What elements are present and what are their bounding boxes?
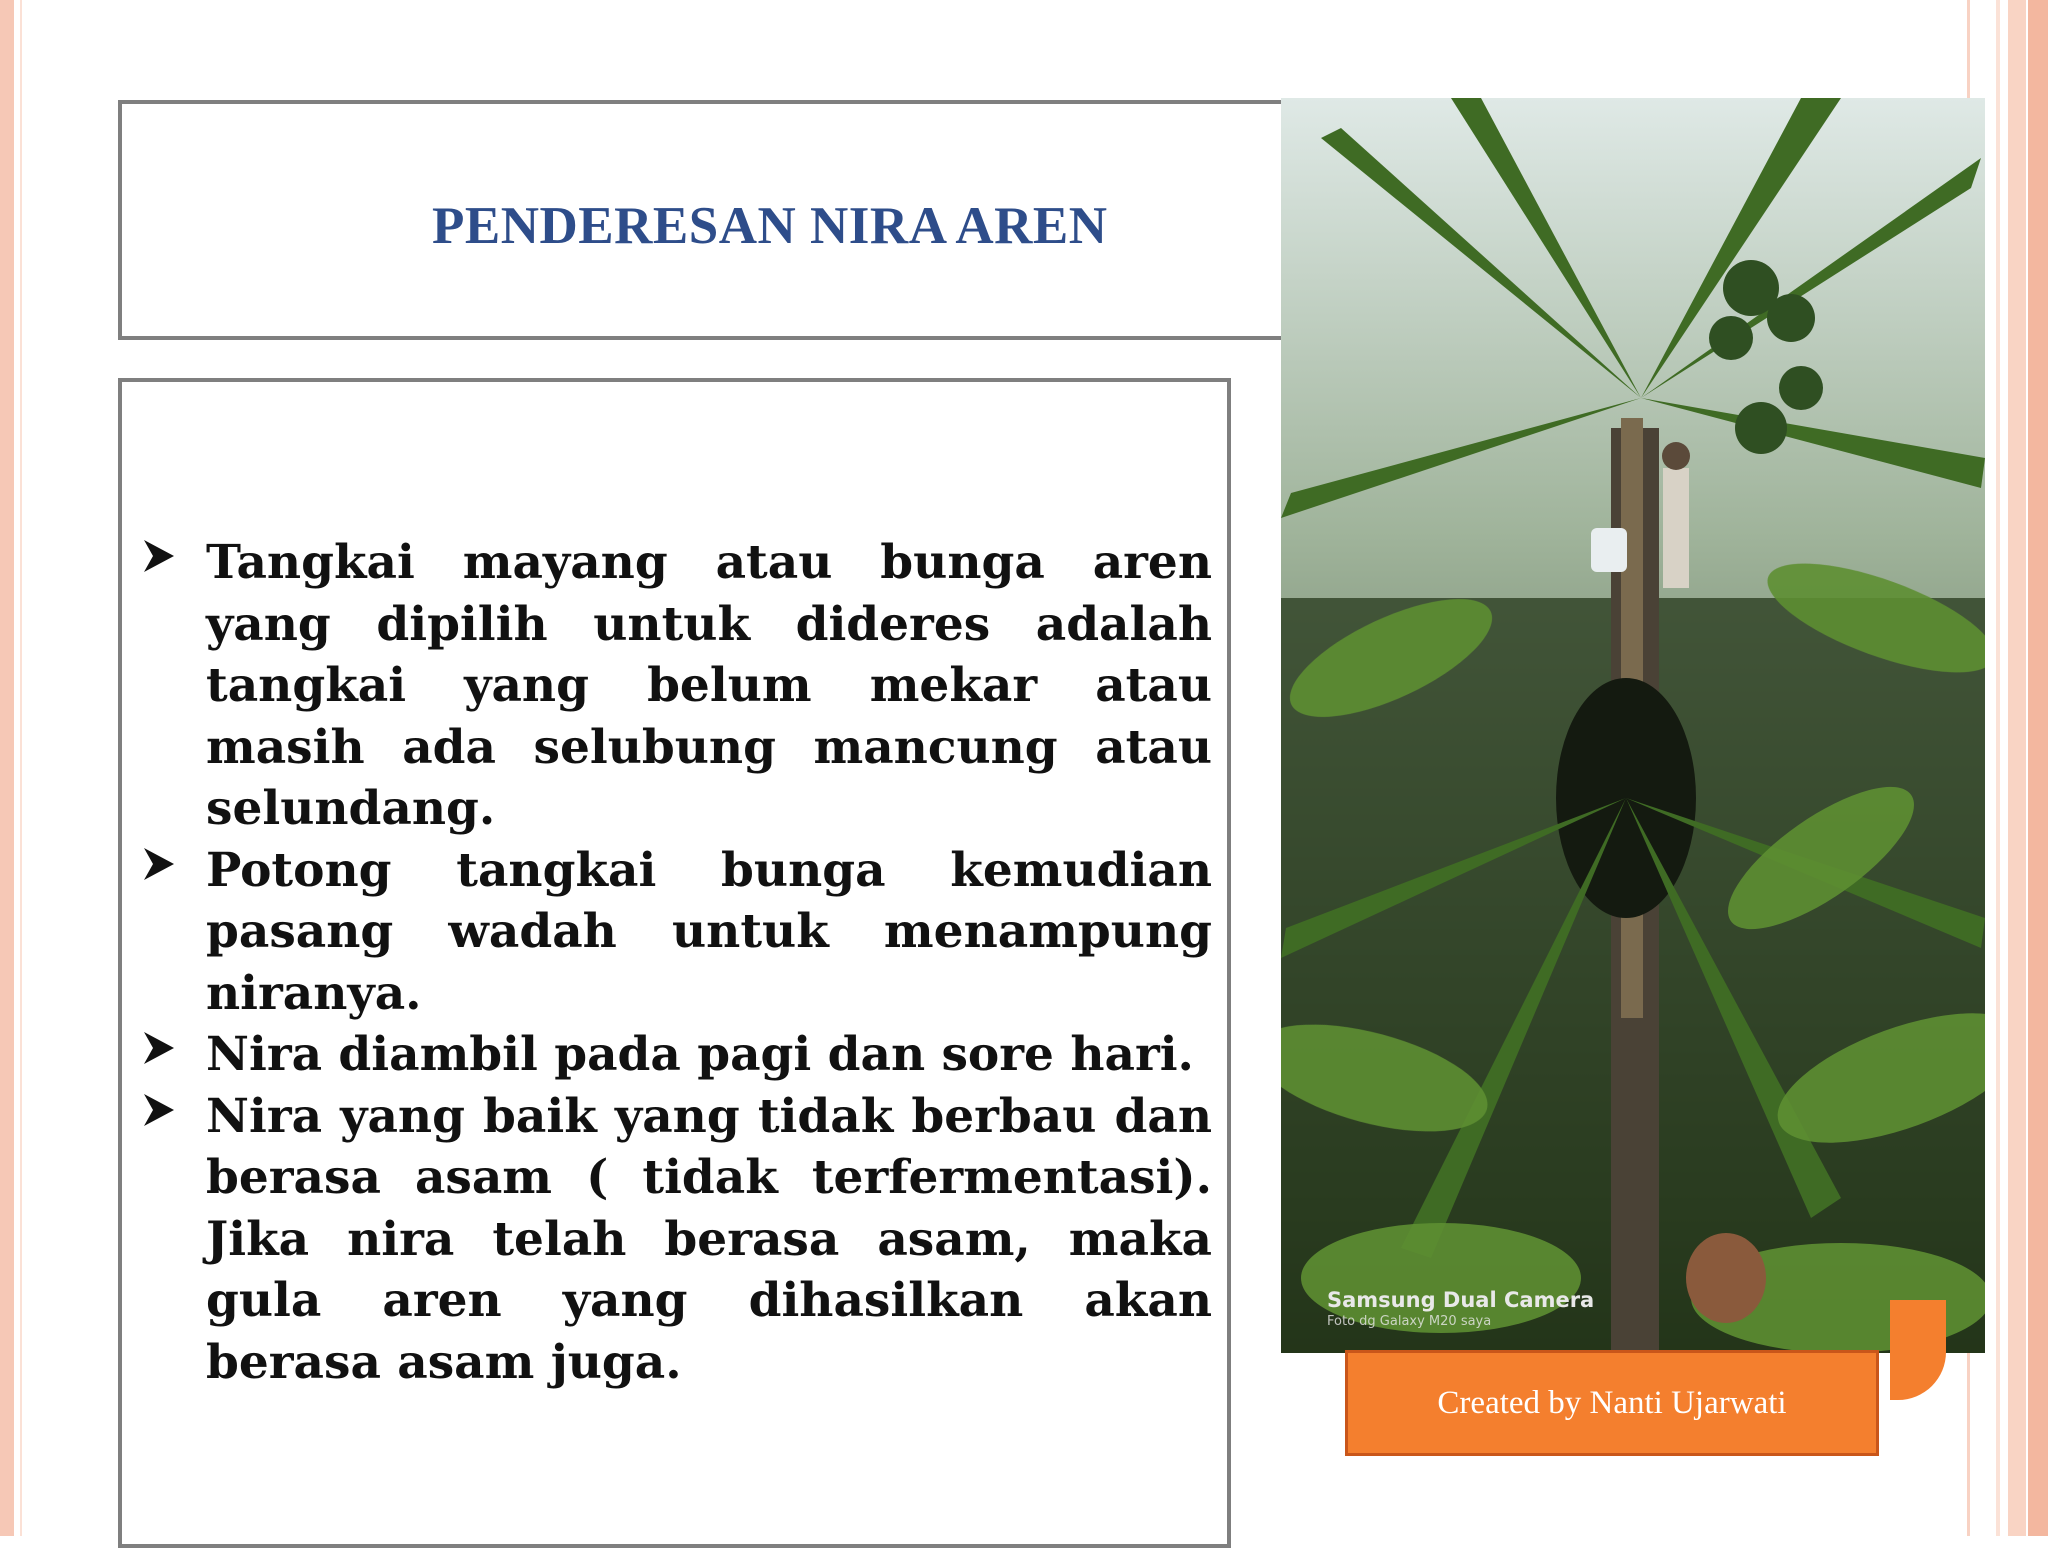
slide-title: PENDERESAN NIRA AREN (432, 197, 1108, 255)
bullet-item (142, 1086, 1212, 1394)
bullet-item (142, 1024, 1212, 1086)
bullet-text: Nira diambil pada pagi dan sore hari. (206, 1027, 1194, 1082)
frame-right-stripe-inner (2008, 0, 2026, 1536)
title-box (118, 100, 1288, 340)
camera-watermark (1327, 1288, 1594, 1329)
frame-right-line (1996, 0, 2000, 1536)
credit-text: Created by Nanti Ujarwati (1437, 1384, 1787, 1421)
bullet-list (142, 532, 1212, 1393)
jungle-photo-illustration (1281, 98, 1985, 1353)
credit-box (1345, 1350, 1879, 1456)
bullet-item (142, 532, 1212, 840)
bullet-item (142, 840, 1212, 1025)
frame-right-stripe (2028, 0, 2048, 1536)
content-box (118, 378, 1231, 1548)
arrowhead-bullet-icon (142, 1092, 176, 1128)
frame-left-line (20, 0, 22, 1536)
arrowhead-bullet-icon (142, 846, 176, 882)
watermark-note: Foto dg Galaxy M20 saya (1327, 1314, 1492, 1329)
arrowhead-bullet-icon (142, 1030, 176, 1066)
palm-tapping-photo (1281, 98, 1985, 1353)
bullet-text: Nira yang baik yang tidak berbau dan berasa asam ( tidak terfermentasi). Jika nira telah berasa asam, maka gula aren yang dihasilkan akan berasa asam juga. (206, 1088, 1212, 1390)
watermark-brand: Samsung Dual Camera (1327, 1288, 1595, 1312)
arrowhead-bullet-icon (142, 538, 176, 574)
bullet-text: Tangkai mayang atau bunga aren yang dipilih untuk dideres adalah tangkai yang belum mekar atau masih ada selubung mancung atau selundang. (206, 535, 1212, 836)
credit-tab-decoration (1890, 1300, 1946, 1400)
frame-left-stripe (0, 0, 14, 1536)
bullet-text: Potong tangkai bunga kemudian pasang wadah untuk menampung niranya. (206, 842, 1212, 1021)
